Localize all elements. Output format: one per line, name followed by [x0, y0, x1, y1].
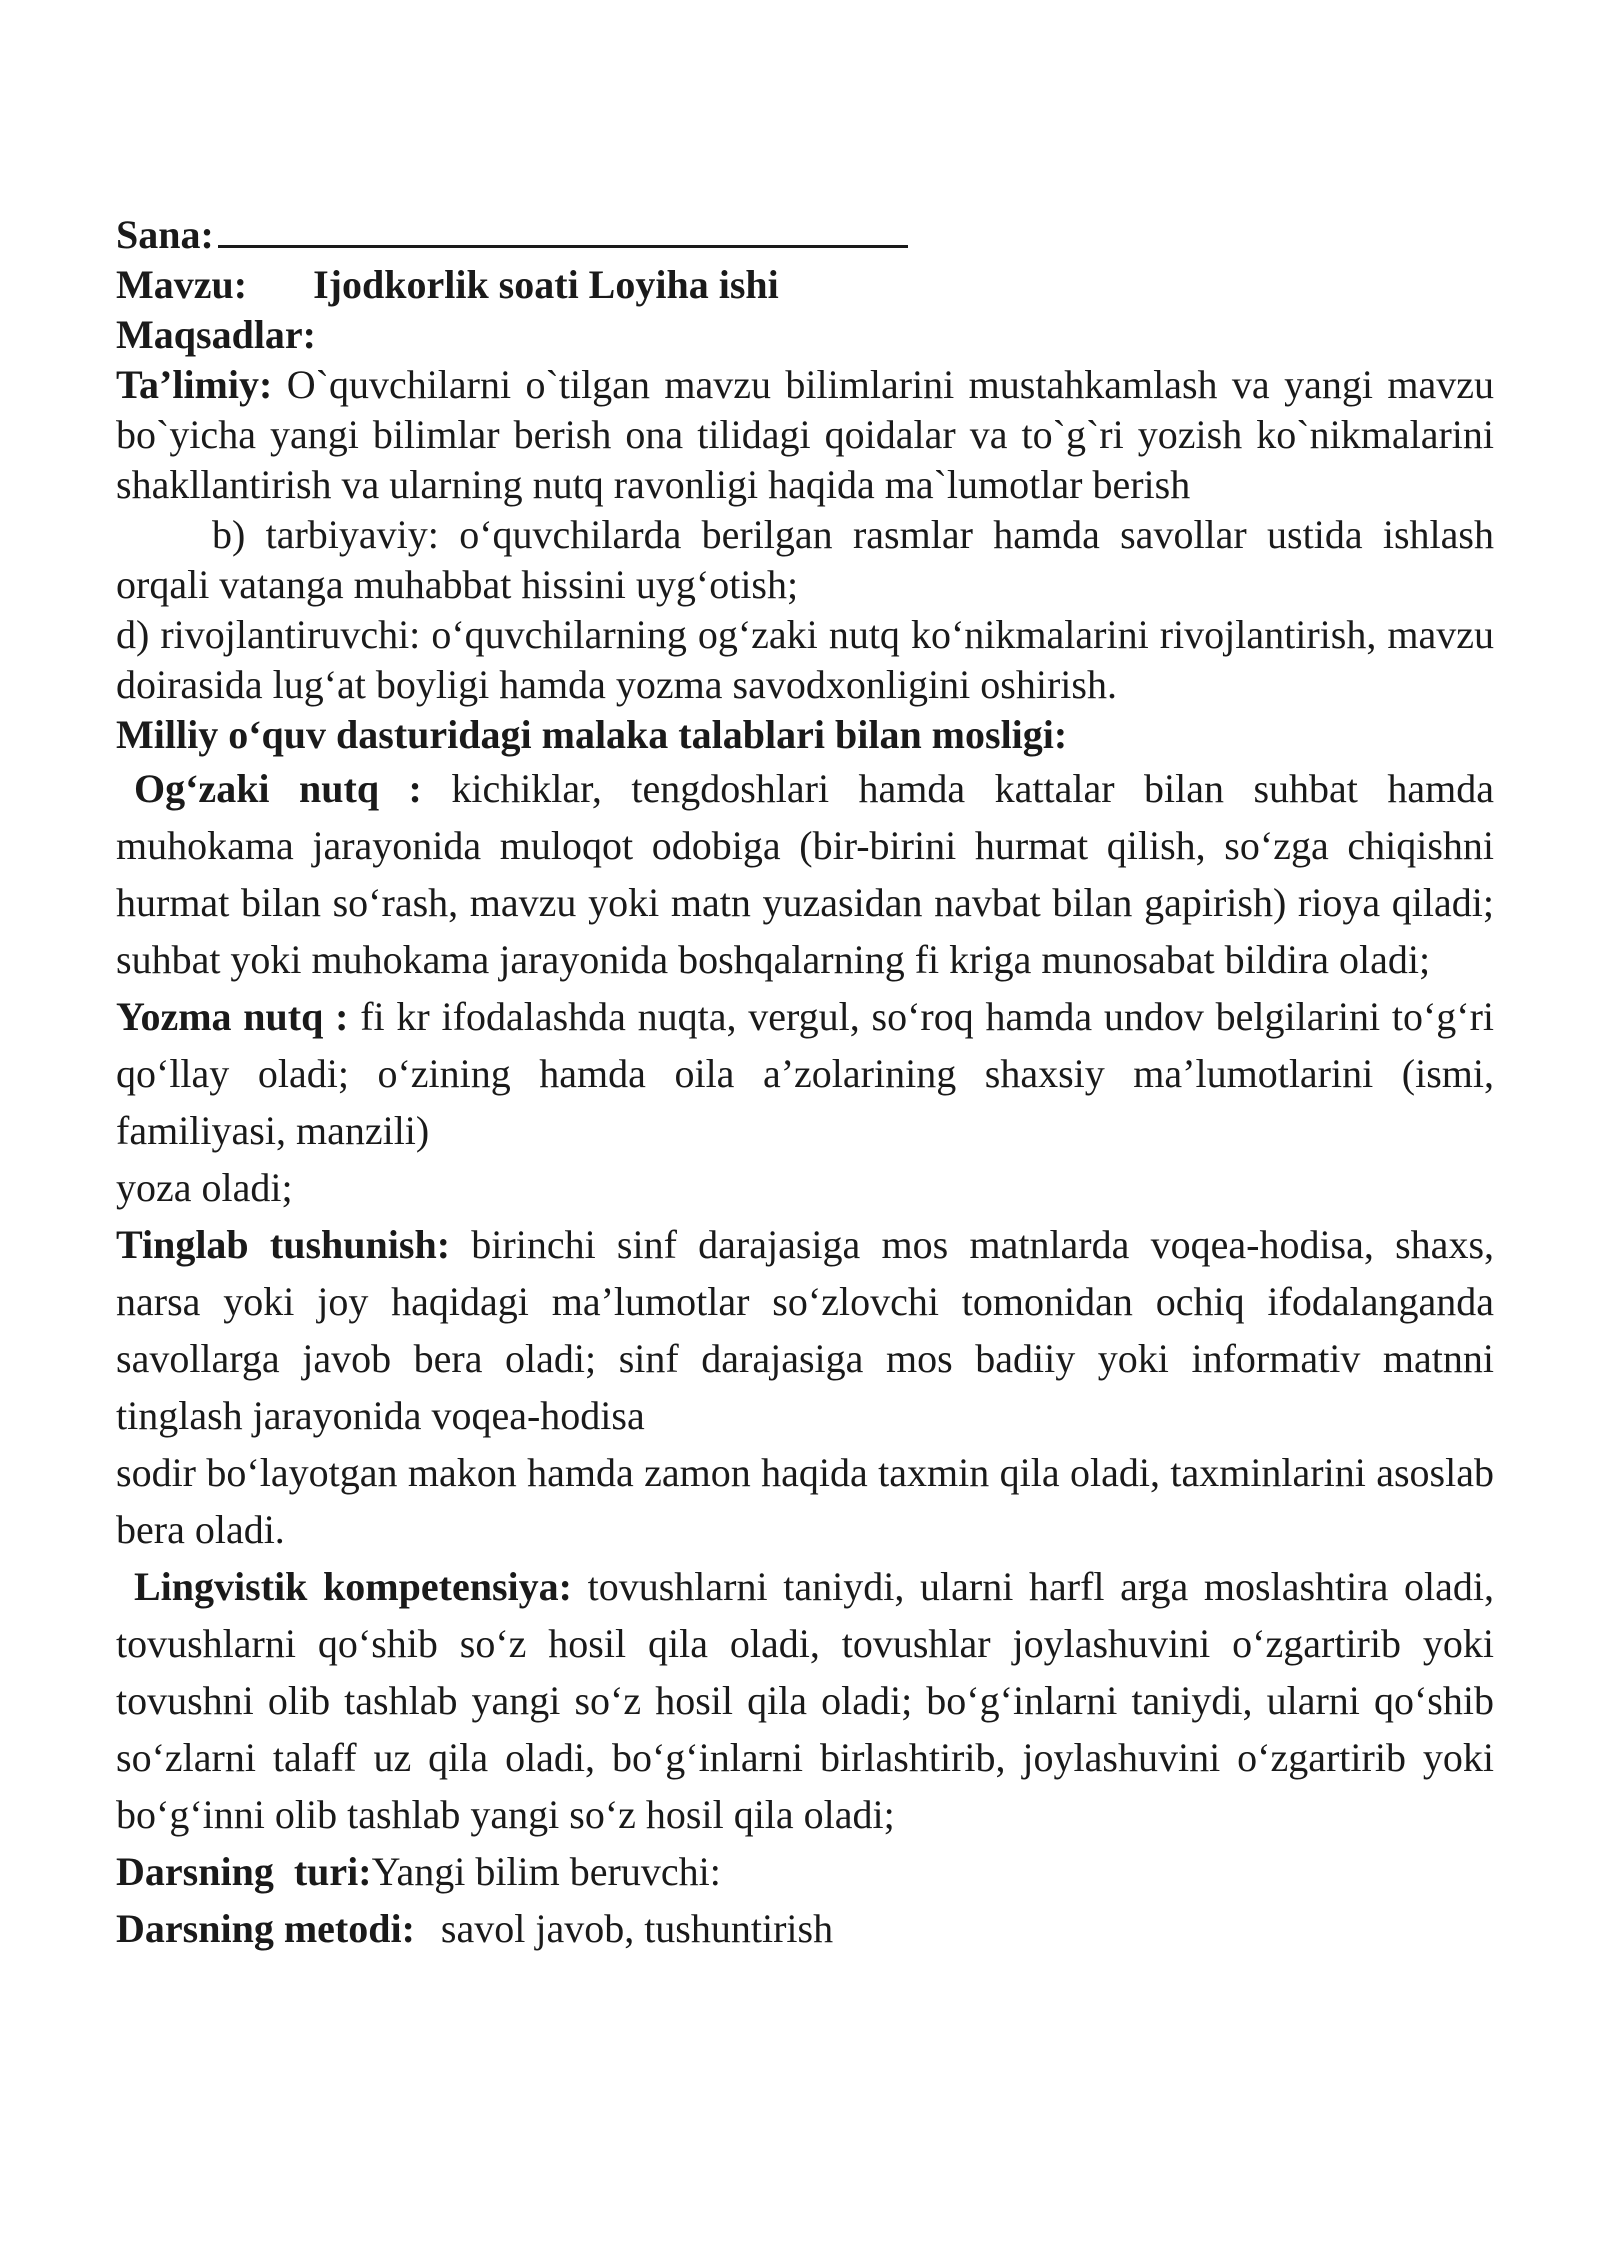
lesson-plan-page — [116, 210, 1494, 1957]
sana-label: Sana: — [116, 212, 214, 257]
tinglab-text: birinchi sinf darajasiga mos matnlarda voqea-hodisa, shaxs, narsa yoki joy haqidagi ma’lumotlar so‘zlovchi tomonidan ochiq ifodalanganda savollarga javob bera oladi; sinf darajasiga mos badiiy yoki informativ matnni tinglash jarayonida voqea-hodisa — [116, 1222, 1495, 1438]
darsning-turi-value: Yangi bilim beruvchi: — [371, 1849, 721, 1894]
tarbiyaviy-paragraph: b) tarbiyaviy: o‘quvchilarda berilgan rasmlar hamda savollar ustida ishlash orqali vatanga muhabbat hissini uyg‘otish; — [116, 512, 1494, 607]
mavzu-label: Mavzu: — [116, 262, 248, 307]
rivojlantiruvchi-paragraph: d) rivojlantiruvchi: o‘quvchilarning og‘zaki nutq ko‘nikmalarini rivojlantirish, mavzu doirasida lug‘at boyligi hamda yozma savodxonligini oshirish. — [116, 612, 1494, 707]
yozma-paragraph — [116, 988, 1494, 1159]
ogzaki-paragraph — [116, 760, 1494, 988]
sana-row — [116, 210, 1494, 260]
yozma-text: fi kr ifodalashda nuqta, vergul, so‘roq hamda undov belgilarini to‘g‘ri qo‘llay oladi; o‘zining hamda oila a’zolarining shaxsiy ma’lumotlarini (ismi, familiyasi, manzili) — [116, 994, 1495, 1153]
darsning-turi-row — [116, 1843, 1494, 1900]
darsning-metodi-row — [116, 1900, 1494, 1957]
yozma-continuation: yoza oladi; — [116, 1165, 293, 1210]
sana-blank-line — [218, 211, 908, 248]
darsning-turi-label: Darsning turi: — [116, 1849, 372, 1894]
talimiy-label: Ta’limiy: — [116, 362, 273, 407]
darsning-metodi-value: savol javob, tushuntirish — [440, 1906, 834, 1951]
tinglab-label: Tinglab tushunish: — [116, 1222, 451, 1267]
darsning-metodi-label: Darsning metodi: — [116, 1906, 415, 1951]
ogzaki-label: Og‘zaki nutq : — [134, 766, 422, 811]
lingvistik-text: tovushlarni taniydi, ularni harfl arga moslashtira oladi, tovushlarni qo‘shib so‘z hosil qila oladi, tovushlar joylashuvini o‘zgartirib yoki tovushni olib tashlab yangi so‘z hosil qila oladi; bo‘g‘inlarni taniydi, ularni qo‘shib so‘zlarni talaff uz qila oladi, bo‘g‘inlarni birlashtirib, joylashuvini o‘zgartirib yoki bo‘g‘inni olib tashlab yangi so‘z hosil qila oladi; — [116, 1564, 1494, 1837]
ogzaki-text: kichiklar, tengdoshlari hamda kattalar bilan suhbat hamda muhokama jarayonida muloqot odobiga (bir-birini hurmat qilish, so‘zga chiqishni hurmat bilan so‘rash, mavzu yoki matn yuzasidan navbat bilan gapirish) rioya qiladi; suhbat yoki muhokama jarayonida boshqalarning fi kriga munosabat bildira oladi; — [116, 766, 1494, 982]
tinglab-continuation: sodir bo‘layotgan makon hamda zamon haqida taxmin qila oladi, taxminlarini asoslab bera oladi. — [116, 1450, 1494, 1552]
maqsadlar-heading: Maqsadlar: — [116, 312, 316, 357]
mavzu-row — [116, 260, 1494, 310]
talimiy-paragraph — [116, 360, 1494, 510]
mavzu-value: Ijodkorlik soati Loyiha ishi — [313, 262, 779, 307]
tinglab-paragraph — [116, 1216, 1494, 1444]
milliy-heading: Milliy o‘quv dasturidagi malaka talablari bilan mosligi: — [116, 712, 1068, 757]
talimiy-text: O`quvchilarni o`tilgan mavzu bilimlarini mustahkamlash va yangi mavzu bo`yicha yangi bilimlar berish ona tilidagi qoidalar va to`g`ri yozish ko`nikmalarini shakllantirish va ularning nutq ravonligi haqida ma`lumotlar berish — [116, 362, 1494, 507]
yozma-label: Yozma nutq : — [116, 994, 349, 1039]
lingvistik-label: Lingvistik kompetensiya: — [134, 1564, 572, 1609]
lingvistik-paragraph — [116, 1558, 1494, 1843]
